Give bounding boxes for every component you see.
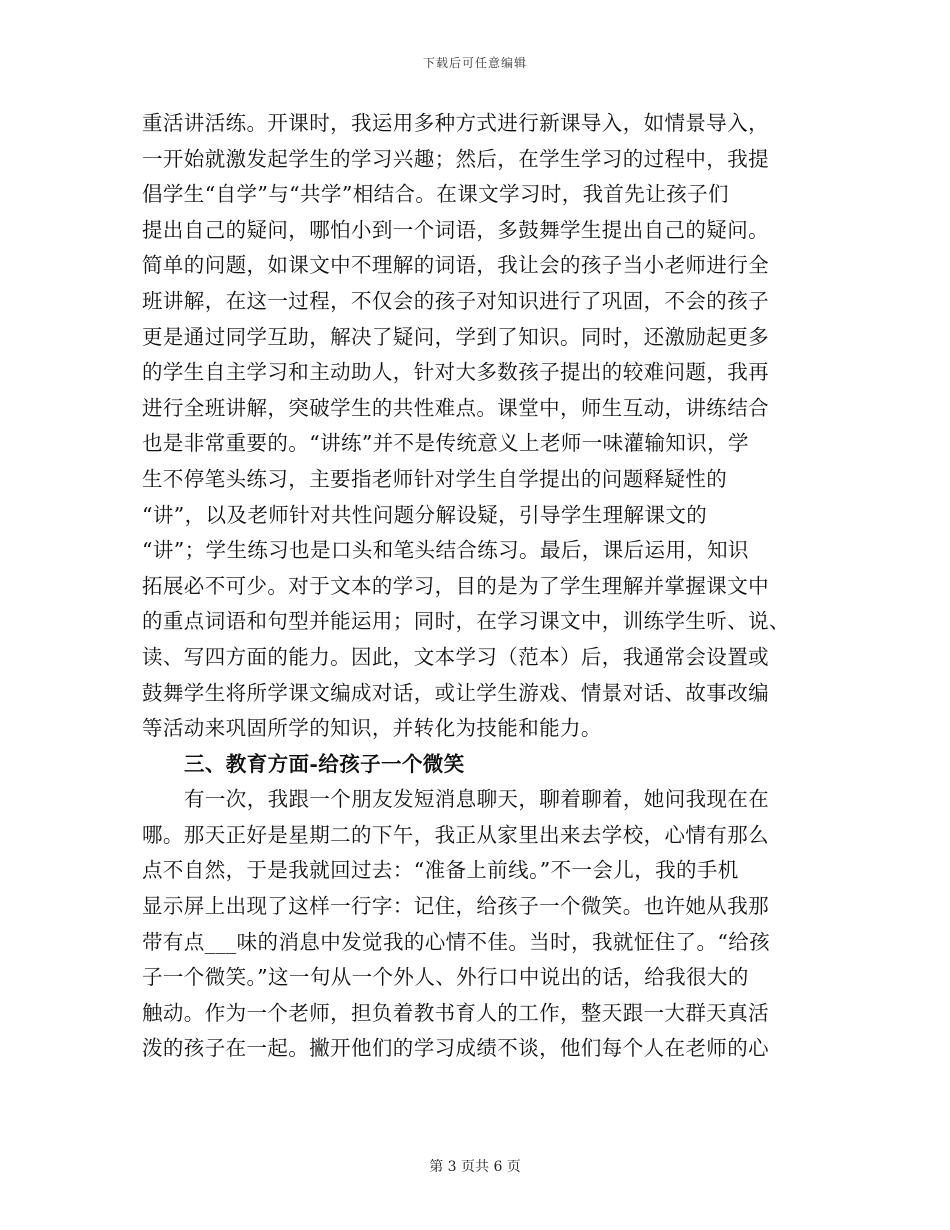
text-line: 子一个微笑。”这一句从一个外人、外行口中说出的话，给我很大的 xyxy=(142,965,749,990)
text-line: 显示屏上出现了这样一行字：记住，给孩子一个微笑。也许她从我那 xyxy=(142,894,769,919)
text-line: 班讲解，在这一过程，不仅会的孩子对知识进行了巩固，不会的孩子 xyxy=(142,288,769,313)
text-line: 重活讲活练。开课时，我运用多种方式进行新课导入，如情景导入， xyxy=(142,111,769,135)
text-line: 触动。作为一个老师，担负着教书育人的工作，整天跟一大群天真活 xyxy=(142,1000,769,1025)
text-line: 泼的孩子在一起。撇开他们的学习成绩不谈，他们每个人在老师的心 xyxy=(142,1036,769,1061)
page-header: 下载后可任意编辑 xyxy=(422,56,527,70)
text-line: 读、写四方面的能力。因此，文本学习（范本）后，我通常会设置或 xyxy=(142,644,769,669)
text-line: 的学生自主学习和主动助人，针对大多数孩子提出的较难问题，我再 xyxy=(142,360,769,385)
page-footer: 第 3 页共 6 页 xyxy=(429,1159,521,1175)
text-line: 哪。那天正好是星期二的下午，我正从家里出来去学校，心情有那么 xyxy=(142,822,769,847)
text-line: 点不自然，于是我就回过去：“准备上前线。”不一会儿，我的手机 xyxy=(142,858,739,883)
text-line: 简单的问题，如课文中不理解的词语，我让会的孩子当小老师进行全 xyxy=(142,253,769,278)
text-line: 等活动来巩固所学的知识，并转化为技能和能力。 xyxy=(142,716,602,741)
text-line: 的重点词语和句型并能运用；同时，在学习课文中，训练学生听、说、 xyxy=(142,609,790,634)
text-line: 鼓舞学生将所学课文编成对话，或让学生游戏、情景对话、故事改编 xyxy=(142,680,769,705)
text-line: 一开始就激发起学生的学习兴趣；然后，在学生学习的过程中，我提 xyxy=(142,146,769,171)
text-line: 有一次，我跟一个朋友发短消息聊天，聊着聊着，她问我现在在 xyxy=(184,787,770,812)
text-line: 进行全班讲解，突破学生的共性难点。课堂中，师生互动，讲练结合 xyxy=(142,395,769,420)
text-line: 生不停笔头练习，主要指老师针对学生自学提出的问题释疑性的 xyxy=(142,466,728,491)
text-line: “讲”；学生练习也是口头和笔头结合练习。最后，课后运用，知识 xyxy=(142,538,749,563)
text-line: 也是非常重要的。“讲练”并不是传统意义上老师一味灌输知识，学 xyxy=(142,431,749,456)
document-body xyxy=(142,106,814,1067)
text-line: 倡学生“自学”与“共学”相结合。在课文学习时，我首先让孩子们 xyxy=(142,182,729,207)
text-line: 提出自己的疑问，哪怕小到一个词语，多鼓舞学生提出自己的疑问。 xyxy=(142,217,769,242)
text-line: 更是通过同学互助，解决了疑问，学到了知识。同时，还激励起更多 xyxy=(142,324,769,349)
section-heading: 三、教育方面-给孩子一个微笑 xyxy=(184,751,465,776)
text-line: 拓展必不可少。对于文本的学习，目的是为了学生理解并掌握课文中 xyxy=(142,573,769,598)
text-line: “讲”，以及老师针对共性问题分解设疑，引导学生理解课文的 xyxy=(142,502,708,527)
text-line: 带有点___味的消息中发觉我的心情不佳。当时，我就怔住了。“给孩 xyxy=(142,929,771,954)
